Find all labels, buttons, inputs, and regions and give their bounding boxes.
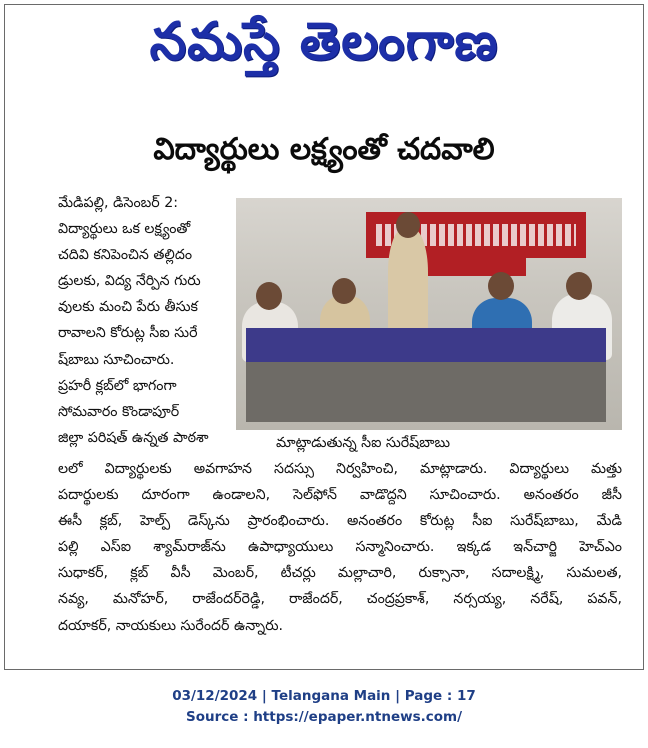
article-line: జిల్లా పరిషత్ ఉన్నత పాఠశా <box>58 429 209 446</box>
article-left-column <box>58 190 234 451</box>
article-line: రావాలని కోరుట్ల సీఐ సురే <box>58 325 198 342</box>
article-headline: విద్యార్థులు లక్ష్యంతో చదవాలి <box>153 132 495 167</box>
stage-table <box>246 328 606 362</box>
article-line: సోమవారం కొండాపూర్ <box>58 403 180 420</box>
article-line: సుధాకర్, క్లబ్ వీసీ మెంబర్, టీచర్లు మల్లాచారి, రుక్సానా, సదాలక్ష్మి, సుమలత, <box>58 565 622 582</box>
article-line: విద్యార్థులు ఒక లక్ష్యంతో <box>58 221 191 238</box>
article-line: డ్రులకు, విద్య నేర్పిన గురు <box>58 273 201 290</box>
article-line: చదివి కనిపెంచిన తల్లిదం <box>58 247 193 264</box>
article-line: వులకు మంచి పేరు తీసుక <box>58 299 198 316</box>
event-photo <box>236 198 622 430</box>
article-line: లలో విద్యార్థులకు అవగాహన సదస్సు నిర్వహించి, మాట్లాడారు. విద్యార్థులు మత్తు <box>58 461 622 477</box>
article-line: దయాకర్, నాయకులు సురేందర్ ఉన్నారు. <box>58 617 284 634</box>
photo-caption: మాట్లాడుతున్న సీఐ సురేష్‌బాబు <box>236 432 622 454</box>
footer-source: Source : https://epaper.ntnews.com/ <box>185 709 463 725</box>
footer-date-edition: 03/12/2024 | Telangana Main | Page : 17 <box>172 688 476 704</box>
article-line: ష్‌బాబు సూచించారు. <box>58 351 175 368</box>
source-footer <box>0 686 648 728</box>
article-line: మేడిపల్లి, డిసెంబర్ 2: <box>58 195 179 211</box>
article-line: ప్రహరీ క్లబ్‌లో భాగంగా <box>58 377 177 394</box>
article-line: నవ్య, మనోహర్, రాజేందర్‌రెడ్డి, రాజేందర్, చంద్రప్రకాశ్, నర్సయ్య, నరేష్, పవన్, <box>58 591 622 608</box>
article-line: పల్లి ఎస్ఐ శ్యామ్‌రాజ్‌ను ఉపాధ్యాయులు సన్మానించారు. ఇక్కడ ఇన్‌చార్జి హెచ్‌ఎం <box>58 539 622 556</box>
article-line: పదార్థులకు దూరంగా ఉండాలని, సెల్‌ఫోన్ వాడొద్దని సూచించారు. అనంతరం జీసీ <box>58 487 622 504</box>
newspaper-masthead: నమస్తే తెలంగాణ <box>149 12 499 72</box>
article-body <box>58 456 622 639</box>
article-line: ఈసీ క్లబ్, హెల్ప్ డెస్క్‌ను ప్రారంభించారు. అనంతరం కోరుట్ల సీఐ సురేష్‌బాబు, మేడి <box>58 513 622 530</box>
